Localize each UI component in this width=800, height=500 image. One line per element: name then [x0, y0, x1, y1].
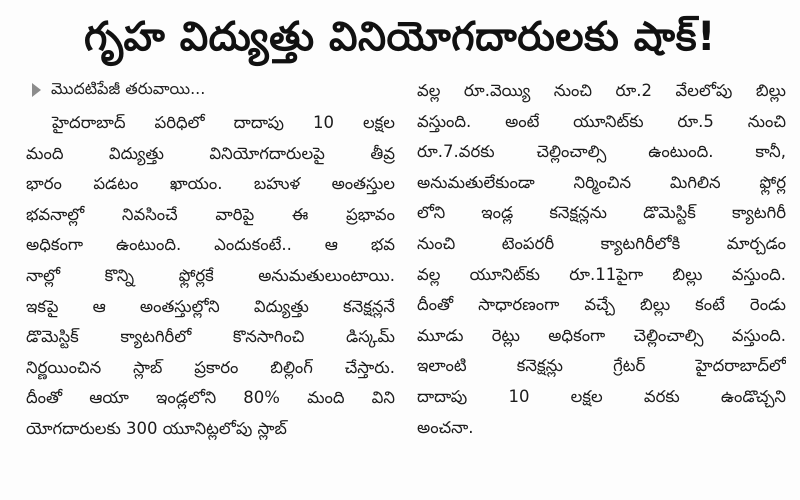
text-line: రూ.7.వరకు చెల్లించాల్సి ఉంటుంది. కానీ,	[417, 142, 786, 162]
text-line: దాదాపు 10 లక్షల వరకు ఉండొచ్చని	[417, 386, 786, 406]
text-line: అంచనా.	[417, 417, 474, 437]
text-line: భారం పడటం ఖాయం. బహుళ అంతస్తుల	[26, 174, 395, 194]
continued-from-front-page	[32, 76, 395, 104]
left-column-text	[26, 108, 395, 445]
text-line: భవనాల్లో నివసించే వారిపై ఈ ప్రభావం	[26, 204, 395, 224]
triangle-arrow-icon	[32, 83, 41, 97]
text-line: అనుమతులేకుండా నిర్మించిన మిగిలిన ఫ్లోర్ల	[417, 172, 786, 192]
text-line: నుంచి టెంపరరీ క్యాటగిరీలోకి మార్చడం	[417, 233, 786, 253]
text-line: వస్తుంది. అంటే యూనిట్‌కు రూ.5 నుంచి	[417, 111, 786, 131]
text-line: వల్ల రూ.వెయ్యి నుంచి రూ.2 వేలలోపు బిల్లు	[417, 81, 786, 100]
text-line: నాల్లో కొన్ని ఫ్లోర్లకే అనుమతులుంటాయి.	[26, 265, 395, 285]
text-line: ఇలాంటి కనెక్షన్లు గ్రేటర్ హైదరాబాద్‌లో	[417, 356, 786, 376]
text-line: యోగదారులకు 300 యూనిట్లలోపు స్లాబ్	[26, 418, 287, 438]
text-line: వల్ల యూనిట్‌కు రూ.11పైగా బిల్లు వస్తుంది.	[417, 264, 786, 284]
text-line: మంది విద్యుత్తు వినియోగదారులపై తీవ్ర	[26, 143, 395, 163]
column-left	[26, 76, 395, 496]
right-column-text	[417, 76, 786, 443]
headline: గృహ విద్యుత్తు వినియోగదారులకు షాక్!	[84, 14, 716, 60]
text-line: లోని ఇండ్ల కనెక్షన్లను డొమెస్టిక్ క్యాటగిరీ	[417, 203, 786, 223]
article-body	[26, 76, 786, 496]
text-line: దీంతో సాధారణంగా వచ్చే బిల్లు కంటే రెండు	[417, 295, 786, 315]
continued-label: మొదటిపేజీ తరువాయి...	[51, 78, 206, 98]
text-line: డొమెస్టిక్ క్యాటగిరీలో కొనసాగించి డిస్కమ్	[26, 327, 395, 347]
text-line: నిర్ణయించిన స్లాబ్ ప్రకారం బిల్లింగ్ చేస్తారు.	[26, 357, 395, 377]
text-line: మూడు రెట్లు అధికంగా చెల్లించాల్సి వస్తుంది.	[417, 325, 786, 345]
text-line: దీంతో ఆయా ఇండ్లలోని 80% మంది విని	[26, 388, 395, 408]
column-right	[417, 76, 786, 496]
text-line: ఇకపై ఆ అంతస్తుల్లోని విద్యుత్తు కనెక్షన్లనే	[26, 296, 395, 316]
text-line: హైదరాబాద్ పరిధిలో దాదాపు 10 లక్షల	[52, 113, 395, 132]
text-line: అధికంగా ఉంటుంది. ఎందుకంటే.. ఆ భవ	[26, 235, 395, 255]
